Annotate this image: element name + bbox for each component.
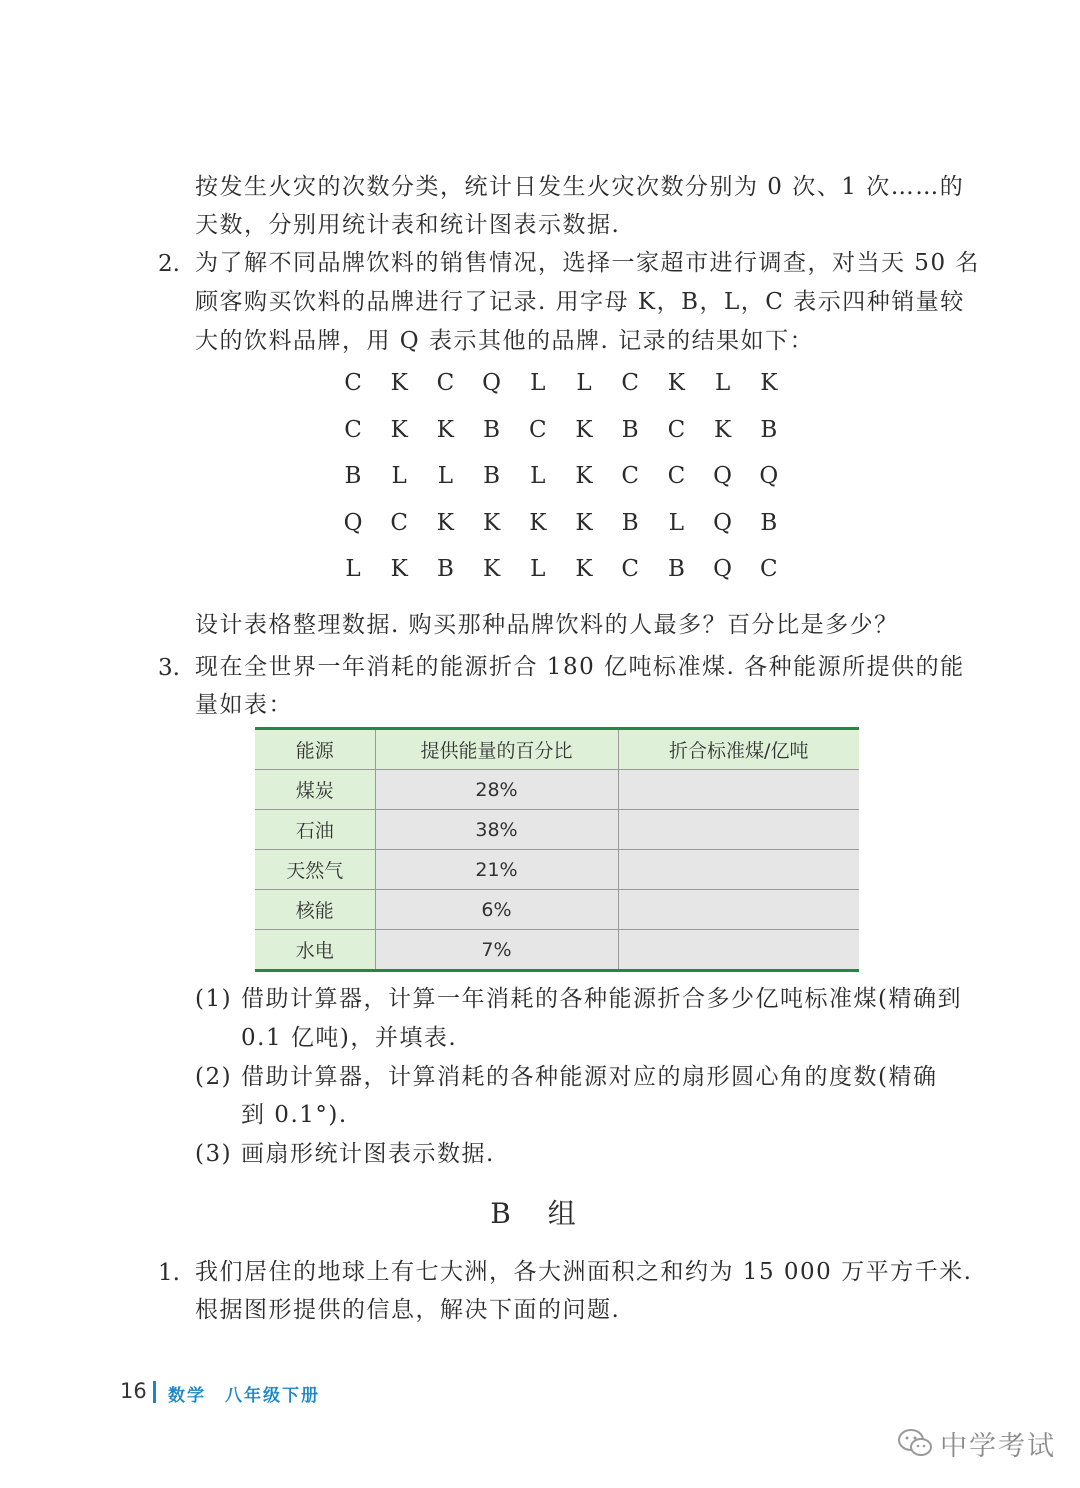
record-letter: C — [621, 370, 639, 396]
record-letter: K — [390, 556, 408, 582]
record-letter: K — [390, 370, 408, 396]
header-coal: 折合标准煤/亿吨 — [618, 729, 859, 770]
problem-3-line-2: 量如表： — [195, 692, 293, 718]
sub-2-number: (2) — [195, 1064, 233, 1090]
intro-line-1: 按发生火灾的次数分类，统计日发生火灾次数分别为 0 次、1 次……的 — [195, 174, 965, 200]
energy-name: 石油 — [255, 810, 375, 850]
record-letter: L — [714, 370, 731, 396]
wechat-icon — [897, 1428, 933, 1458]
record-letter: Q — [713, 556, 733, 582]
record-letter: C — [667, 416, 686, 443]
energy-table — [255, 727, 859, 972]
record-letter: B — [621, 416, 639, 443]
record-letter: B — [436, 556, 454, 582]
energy-percent: 28% — [375, 770, 618, 810]
energy-coal-cell — [618, 930, 859, 971]
table-row — [255, 810, 859, 850]
record-letter: B — [760, 509, 778, 536]
record-letter: C — [759, 556, 778, 582]
record-letter: C — [344, 416, 362, 443]
energy-coal-cell — [618, 850, 859, 890]
record-letter: C — [621, 463, 639, 489]
record-letter: K — [575, 509, 593, 536]
record-letter: K — [483, 509, 501, 536]
record-letter: C — [621, 556, 639, 582]
record-letter: C — [528, 416, 547, 443]
record-letter: B — [344, 463, 362, 489]
table-row — [255, 930, 859, 971]
section-b-problem-1-number: 1. — [158, 1260, 180, 1286]
energy-percent: 6% — [375, 890, 618, 930]
energy-name: 煤炭 — [255, 770, 375, 810]
record-letter: K — [483, 556, 501, 582]
energy-coal-cell — [618, 890, 859, 930]
record-letter: Q — [759, 463, 779, 489]
table-row — [255, 770, 859, 810]
record-letter: K — [390, 416, 408, 443]
problem-3-number: 3. — [158, 655, 180, 681]
record-letter: L — [530, 463, 546, 489]
energy-coal-cell — [618, 810, 859, 850]
problem-2-number: 2. — [158, 251, 180, 277]
energy-coal-cell — [618, 770, 859, 810]
record-letter: L — [530, 556, 546, 582]
problem-2-question: 设计表格整理数据. 购买那种品牌饮料的人最多？百分比是多少？ — [195, 612, 899, 638]
sub-3-number: (3) — [195, 1141, 233, 1167]
energy-table-header-row — [255, 729, 859, 770]
sub-1-line-2: 0.1 亿吨)，并填表. — [241, 1025, 458, 1051]
record-letter: Q — [713, 509, 733, 536]
record-letter: K — [575, 416, 593, 443]
record-letter: L — [530, 370, 546, 396]
record-letter: K — [714, 416, 732, 443]
energy-name: 核能 — [255, 890, 375, 930]
record-letter: K — [436, 416, 454, 443]
problem-3-line-1: 现在全世界一年消耗的能源折合 180 亿吨标准煤. 各种能源所提供的能 — [195, 654, 965, 680]
record-letter: K — [760, 370, 778, 396]
record-letter: C — [390, 509, 408, 536]
table-row — [255, 890, 859, 930]
record-letter: Q — [343, 509, 363, 536]
problem-2-line-1: 为了解不同品牌饮料的销售情况，选择一家超市进行调查，对当天 50 名 — [195, 250, 980, 276]
sub-2-line-1: 借助计算器，计算消耗的各种能源对应的扇形圆心角的度数(精确 — [241, 1064, 938, 1090]
energy-name: 水电 — [255, 930, 375, 971]
record-letter: B — [667, 556, 685, 582]
energy-percent: 38% — [375, 810, 618, 850]
section-b-line-2: 根据图形提供的信息，解决下面的问题. — [195, 1297, 621, 1323]
record-letter: B — [760, 416, 778, 443]
section-b-line-1: 我们居住的地球上有七大洲，各大洲面积之和约为 15 000 万平方千米. — [195, 1259, 973, 1285]
record-letter: K — [575, 556, 593, 582]
footer-divider — [153, 1381, 156, 1403]
record-letter: K — [529, 509, 547, 536]
energy-percent: 7% — [375, 930, 618, 971]
sub-2-line-2: 到 0.1°). — [241, 1102, 348, 1128]
table-row — [255, 850, 859, 890]
page-number: 16 — [120, 1379, 147, 1403]
record-letter: L — [668, 509, 685, 536]
record-letter: Q — [482, 370, 502, 396]
record-letter: K — [436, 509, 454, 536]
sub-1-number: (1) — [195, 986, 233, 1012]
record-letter: Q — [713, 463, 733, 489]
record-letter: C — [436, 370, 455, 396]
record-letter: L — [345, 556, 361, 582]
sub-3-line-1: 画扇形统计图表示数据. — [241, 1141, 495, 1167]
record-letter: K — [667, 370, 685, 396]
section-b-heading: B 组 — [490, 1197, 590, 1230]
energy-name: 天然气 — [255, 850, 375, 890]
intro-line-2: 天数，分别用统计表和统计图表示数据. — [195, 212, 621, 238]
record-letter: B — [483, 463, 501, 489]
record-letter: L — [437, 463, 454, 489]
energy-percent: 21% — [375, 850, 618, 890]
book-title: 数学 八年级下册 — [168, 1386, 320, 1406]
problem-2-line-3: 大的饮料品牌，用 Q 表示其他的品牌. 记录的结果如下： — [195, 328, 815, 354]
record-letter: L — [576, 370, 592, 396]
record-letter: B — [621, 509, 639, 536]
watermark-text: 中学考试 — [940, 1431, 1056, 1462]
header-percent: 提供能量的百分比 — [375, 729, 618, 770]
record-letter: B — [483, 416, 501, 443]
sub-1-line-1: 借助计算器，计算一年消耗的各种能源折合多少亿吨标准煤(精确到 — [241, 986, 962, 1012]
problem-2-line-2: 顾客购买饮料的品牌进行了记录. 用字母 K，B，L，C 表示四种销量较 — [195, 289, 965, 315]
record-letter: C — [344, 370, 362, 396]
header-energy: 能源 — [255, 729, 375, 770]
record-letter: C — [667, 463, 686, 489]
record-letter: K — [575, 463, 593, 489]
record-letter: L — [391, 463, 407, 489]
